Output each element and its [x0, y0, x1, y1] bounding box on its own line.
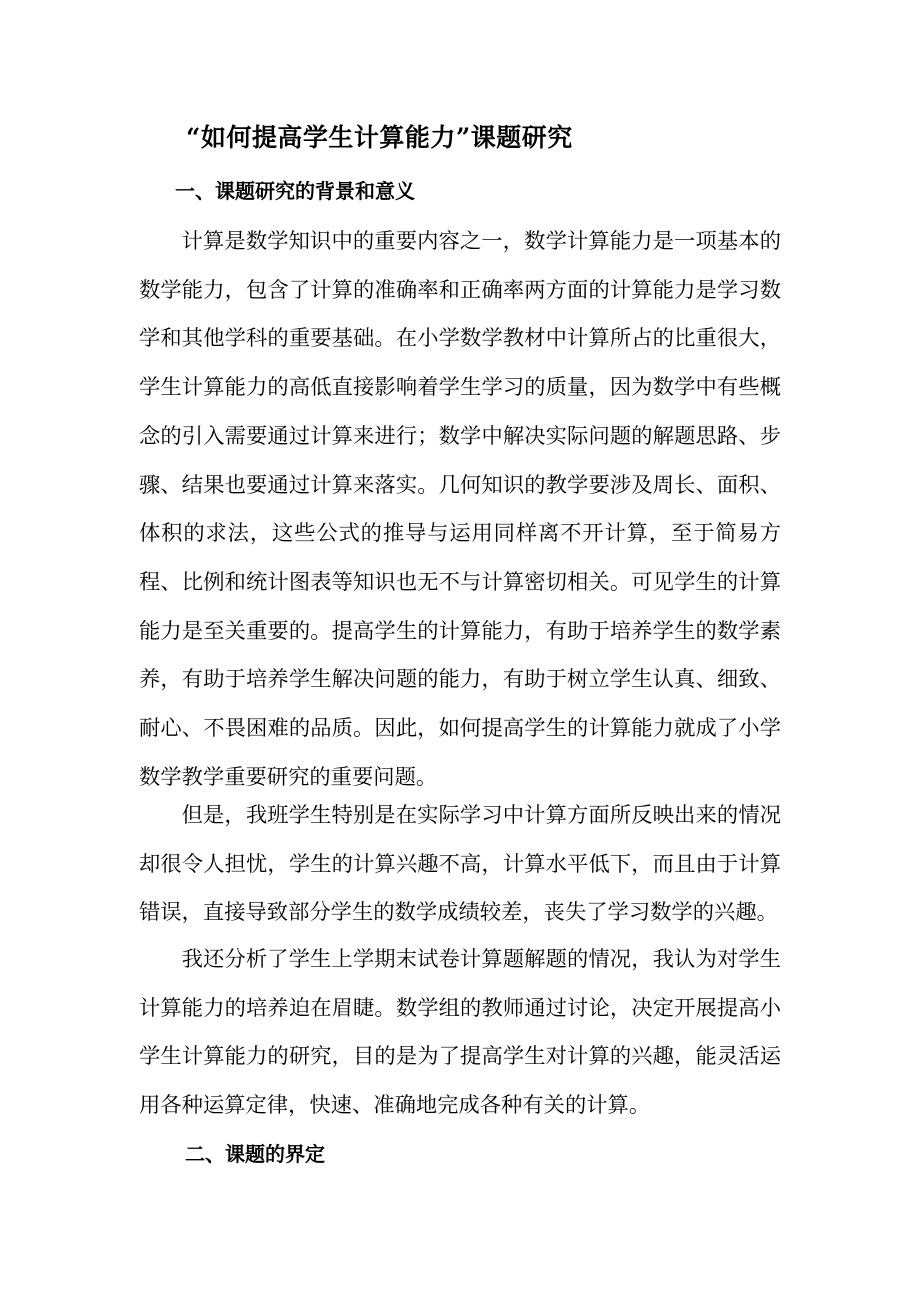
paragraph-analysis: 我还分析了学生上学期末试卷计算题解题的情况，我认为对学生计算能力的培养迫在眉睫。数学组的教师通过讨论，决定开展提高小学生计算能力的研究，目的是为了提高学生对计算的兴趣，能灵活运用各种运算定律，快速、准确地完成各种有关的计算。	[139, 947, 781, 1119]
paragraph-background: 计算是数学知识中的重要内容之一，数学计算能力是一项基本的数学能力，包含了计算的准确率和正确率两方面的计算能力是学习数学和其他学科的重要基础。在小学数学教材中计算所占的比重很大，学生计算能力的高低直接影响着学生学习的质量，因为数学中有些概念的引入需要通过计算来进行；数学中解决实际问题的解题思路、步骤、结果也要通过计算来落实。几何知识的教学要涉及周长、面积、体积的求法，这些公式的推导与运用同样离不开计算，至于简易方程、比例和统计图表等知识也无不与计算密切相关。可见学生的计算能力是至关重要的。提高学生的计算能力，有助于培养学生的数学素养，有助于培养学生解决问题的能力，有助于树立学生认真、细致、耐心、不畏困难的品质。因此，如何提高学生的计算能力就成了小学数学教学重要研究的重要问题。	[139, 229, 781, 790]
section-heading-background: 一、课题研究的背景和意义	[175, 179, 415, 203]
section-heading-definition: 二、课题的界定	[185, 1142, 325, 1166]
document-title: “如何提高学生计算能力”课题研究	[186, 123, 573, 152]
paragraph-concern: 但是，我班学生特别是在实际学习中计算方面所反映出来的情况却很令人担忧，学生的计算兴趣不高，计算水平低下，而且由于计算错误，直接导致部分学生的数学成绩较差，丧失了学习数学的兴趣。	[139, 803, 781, 926]
